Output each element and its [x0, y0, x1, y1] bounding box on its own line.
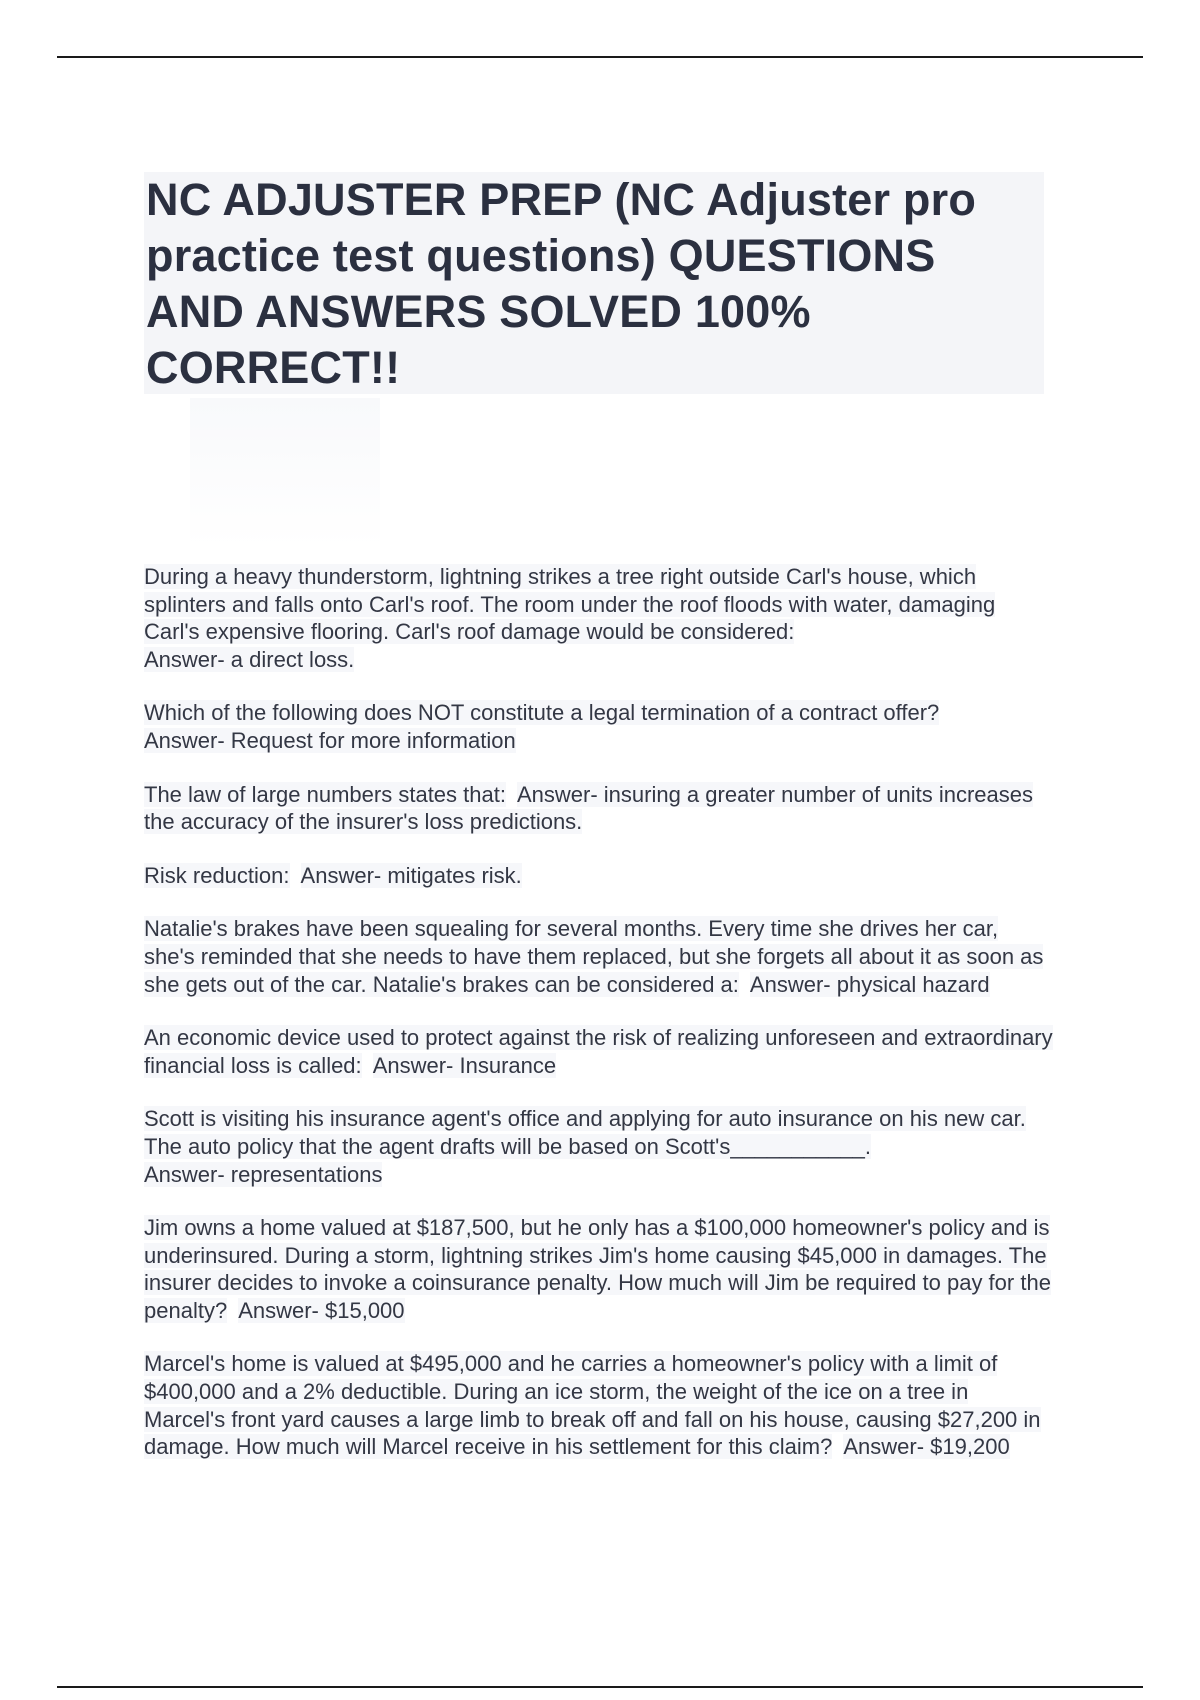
footer-rule [57, 1686, 1143, 1688]
answer-text: Answer- a direct loss. [144, 646, 355, 672]
answer-text: Answer- $15,000 [238, 1297, 405, 1323]
question-text: Scott is visiting his insurance agent's office and applying for auto insurance on his new car. The auto policy that the agent drafts will be based on Scott's___________. [144, 1106, 1026, 1159]
answer-text: Answer- insuring a greater number of units increases the accuracy of the insurer's loss predictions. [144, 781, 1034, 835]
qa-item [144, 1105, 1054, 1188]
document-title: NC ADJUSTER PREP (NC Adjuster pro practice test questions) QUESTIONS AND ANSWERS SOLVED 100% CORRECT!! [146, 174, 977, 393]
header-rule [57, 56, 1143, 58]
answer-text: Answer- $19,200 [843, 1434, 1010, 1460]
qa-item [144, 1214, 1054, 1324]
qa-item [144, 1024, 1054, 1079]
answer-text: Answer- representations [144, 1161, 383, 1187]
qa-list [144, 563, 1054, 1487]
question-text: An economic device used to protect against the risk of realizing unforeseen and extraordinary financial loss is called: [144, 1025, 1053, 1078]
qa-item [144, 781, 1054, 836]
question-text: Marcel's home is valued at $495,000 and he carries a homeowner's policy with a limit of $400,000 and a 2% deductible. During an ice storm, the weight of the ice on a tree in Marcel's front yard causes a large limb to break off and fall on his house, causing $27,200 in damage. How much will Marcel receive in his settlement for this claim? [144, 1351, 1041, 1460]
answer-text: Answer- mitigates risk. [300, 862, 522, 888]
question-text: Jim owns a home valued at $187,500, but he only has a $100,000 homeowner's policy and is underinsured. During a storm, lightning strikes Jim's home causing $45,000 in damages. The insurer decides to invoke a coinsurance penalty. How much will Jim be required to pay for the penalty? [144, 1215, 1051, 1323]
question-text: During a heavy thunderstorm, lightning strikes a tree right outside Carl's house, which splinters and falls onto Carl's roof. The room under the roof floods with water, damaging Carl's expensive flooring. Carl's roof damage would be considered: [144, 564, 996, 645]
question-text: Natalie's brakes have been squealing for several months. Every time she drives her car, she's reminded that she needs to have them replaced, but she forgets all about it as soon as she gets out of the car. Natalie's brakes can be considered a: [144, 916, 1044, 997]
answer-text: Answer- Insurance [372, 1052, 557, 1078]
question-text: Which of the following does NOT constitute a legal termination of a contract offer? [144, 700, 940, 726]
title-block [144, 172, 1044, 394]
question-text: Risk reduction: [144, 862, 290, 888]
qa-item [144, 563, 1054, 673]
answer-text: Answer- physical hazard [749, 971, 990, 997]
qa-item [144, 1350, 1054, 1460]
qa-item [144, 862, 1054, 890]
qa-item [144, 915, 1054, 998]
answer-text: Answer- Request for more information [144, 727, 516, 753]
qa-item [144, 699, 1054, 754]
question-text: The law of large numbers states that: [144, 781, 506, 807]
faded-artifact [190, 398, 380, 548]
